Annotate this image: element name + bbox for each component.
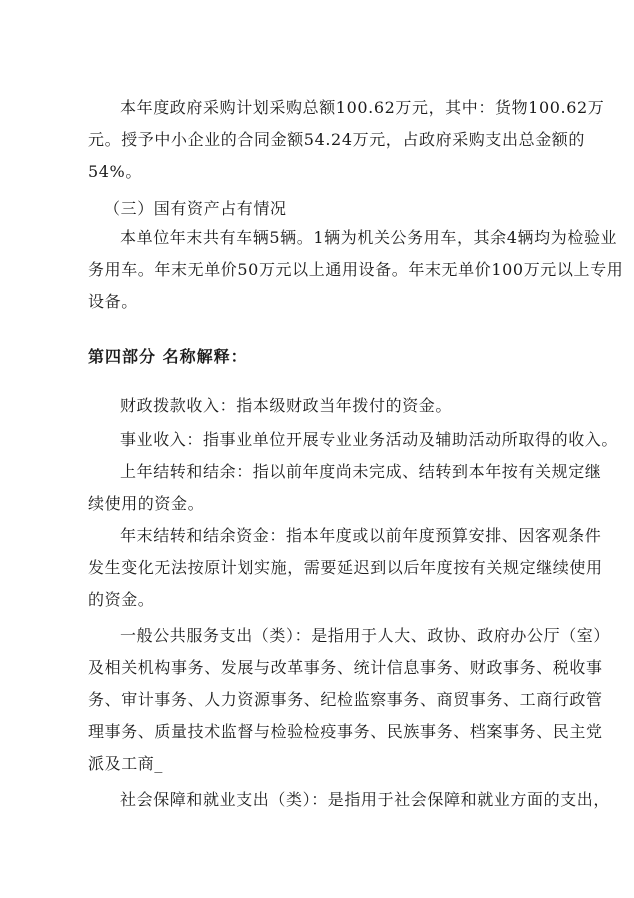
text-line: 一般公共服务支出（类）：是指用于人大、政协、政府办公厅（室） [120, 626, 611, 645]
definition-year-end-carryover [88, 520, 603, 616]
section-heading: 第四部分 名称解释： [88, 347, 248, 366]
procurement-paragraph [88, 92, 605, 188]
definition-business-income [88, 424, 619, 456]
text-line: 本单位年末共有车辆5辆。1辆为机关公务用车，其余4辆均为检验业 [120, 228, 618, 247]
definition-general-public-services [88, 620, 611, 780]
text-line: 的资金。 [88, 590, 155, 609]
text-line: 年末结转和结余资金：指本年度或以前年度预算安排、因客观条件 [120, 526, 602, 545]
text-line: 元。授予中小企业的合同金额54.24万元，占政府采购支出总金额的 [88, 130, 586, 149]
text-line: 务、审计事务、人力资源事务、纪检监察事务、商贸事务、工商行政管 [88, 690, 603, 709]
definition-fiscal-appropriation [88, 390, 568, 422]
text-line: 事业收入：指事业单位开展专业业务活动及辅助活动所取得的收入。 [120, 430, 619, 449]
text-line: 设备。 [88, 292, 138, 311]
text-line: 本年度政府采购计划采购总额100.62万元，其中：货物100.62万 [120, 98, 605, 117]
text-line: 54%。 [88, 162, 142, 181]
text-line: 发生变化无法按原计划实施，需要延迟到以后年度按有关规定继续使用 [88, 558, 603, 577]
text-line: 及相关机构事务、发展与改革事务、统计信息事务、财政事务、税收事 [88, 658, 603, 677]
text-line: 社会保障和就业支出（类）：是指用于社会保障和就业方面的支出， [120, 790, 611, 809]
assets-paragraph [88, 222, 624, 318]
text-line: 派及工商_ [88, 754, 164, 773]
definition-prior-year-carryover [88, 456, 602, 520]
text-line: 续使用的资金。 [88, 494, 205, 513]
definition-social-security [88, 784, 611, 816]
text-line: 上年结转和结余：指以前年度尚未完成、结转到本年按有关规定继 [120, 462, 602, 481]
text-line: 理事务、质量技术监督与检验检疫事务、民族事务、档案事务、民主党 [88, 722, 603, 741]
text-line: 财政拨款收入：指本级财政当年拨付的资金。 [120, 396, 453, 415]
assets-subheading: （三）国有资产占有情况 [104, 199, 287, 218]
text-line: 务用车。年末无单价50万元以上通用设备。年末无单价100万元以上专用 [88, 260, 624, 279]
